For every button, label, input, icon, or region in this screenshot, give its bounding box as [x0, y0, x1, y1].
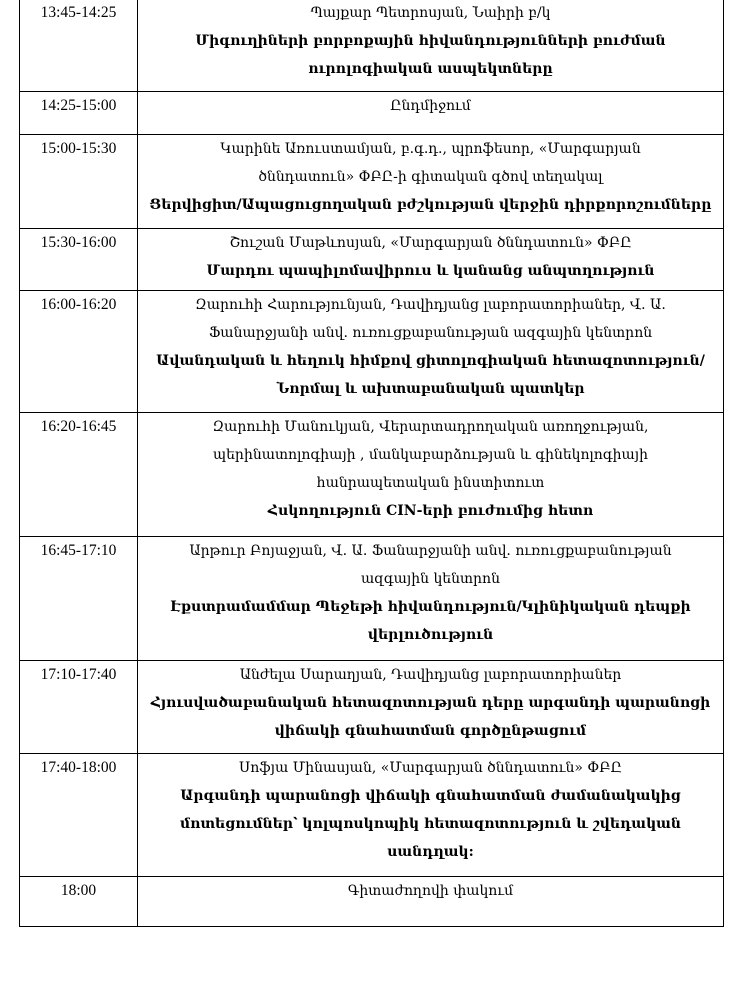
- talk-title-line: Ավանդական և հեղուկ հիմքով ցիտոլոգիական հետազոտություն/: [156, 353, 705, 369]
- program-table: [19, 0, 724, 927]
- time-label: 13:45-14:25: [40, 4, 117, 21]
- time-cell: [20, 413, 138, 537]
- talk-title-line: ուրոլոգիական ասպեկտները: [308, 61, 553, 77]
- time-cell: [20, 229, 138, 291]
- speaker-line: պերինատոլոգիայի , մանկաբարձության և գինեկոլոգիայի: [212, 447, 649, 463]
- time-label: 16:20-16:45: [40, 418, 117, 435]
- speaker-line: Սոֆյա Մինասյան, «Մարգարյան ծննդատուն» ՓԲԸ: [239, 760, 622, 776]
- time-cell: [20, 537, 138, 661]
- speaker-line: հանրապետական ինստիտուտ: [316, 475, 545, 491]
- talk-title-line: Հյուսվածաբանական հետազոտության դերը արգանդի պարանոցի: [150, 695, 711, 711]
- content-cell: [138, 0, 724, 92]
- speaker-line: Անժելա Սարաղյան, Դավիդյանց լաբորատորիաներ: [239, 667, 622, 683]
- table-row: [20, 537, 724, 661]
- table-row: [20, 92, 724, 135]
- content-cell: [138, 413, 724, 537]
- time-cell: [20, 135, 138, 229]
- table-row: [20, 229, 724, 291]
- talk-title-line: վերլուծություն: [367, 627, 494, 643]
- content-cell: [138, 661, 724, 754]
- talk-title-line: Հսկողություն CIN-երի բուժումից հետո: [267, 503, 594, 519]
- speaker-line: Կարինե Առուստամյան, բ.գ.դ., պրոֆեսոր, «Մարգարյան: [220, 141, 641, 157]
- table-row: [20, 291, 724, 413]
- time-label: 16:45-17:10: [40, 542, 117, 559]
- time-cell: [20, 661, 138, 754]
- talk-title-line: Էքստրամամմար Պեջեթի հիվանդություն/Կլինիկական դեպքի: [170, 599, 691, 615]
- talk-title-line: Մարդու պապիլոմավիրուս և կանանց անպտղություն: [206, 263, 655, 279]
- table-row: [20, 661, 724, 754]
- talk-title-line: Միգուղիների բորբոքային հիվանդությունների բուժման: [195, 33, 666, 49]
- talk-title-line: մոտեցումներ՝ կոլպոսկոպիկ հետազոտություն և շվեդական: [180, 816, 681, 832]
- speaker-line: ազգային կենտրոն: [361, 571, 500, 587]
- content-cell: [138, 92, 724, 135]
- talk-title-line: Արգանդի պարանոցի վիճակի գնահատման ժամանակակից: [180, 788, 681, 804]
- speaker-line: Պայքար Պետրոսյան, Նաիրի բ/կ: [310, 5, 551, 21]
- time-label: 15:30-16:00: [40, 234, 117, 251]
- time-label: 15:00-15:30: [40, 140, 117, 157]
- speaker-line: Ընդմիջում: [390, 98, 471, 114]
- content-cell: [138, 291, 724, 413]
- time-label: 14:25-15:00: [40, 97, 117, 114]
- time-label: 17:40-18:00: [40, 759, 117, 776]
- content-cell: [138, 537, 724, 661]
- speaker-line: Արթուր Բոյաջյան, Վ. Ա. Ֆանարջյանի անվ. ուռուցքաբանության: [189, 543, 672, 559]
- time-label: 16:00-16:20: [40, 296, 117, 313]
- table-row: [20, 877, 724, 927]
- speaker-line: Զարուհի Հարությունյան, Դավիդյանց լաբորատորիաներ, Վ. Ա.: [195, 297, 666, 313]
- time-cell: [20, 754, 138, 877]
- speaker-line: Զարուհի Մանուկյան, Վերարտադրողական առողջության,: [212, 419, 649, 435]
- time-label: 18:00: [60, 882, 97, 899]
- time-cell: [20, 0, 138, 92]
- program-sheet: [19, 0, 724, 927]
- time-label: 17:10-17:40: [40, 666, 117, 683]
- time-cell: [20, 877, 138, 927]
- talk-title-line: Նորմալ և ախտաբանական պատկեր: [276, 381, 585, 397]
- table-row: [20, 754, 724, 877]
- talk-title-line: Ցերվիցիտ/Ապացուցողական բժշկության վերջին դիրքորոշումները: [149, 197, 712, 213]
- talk-title-line: սանդղակ:: [387, 844, 474, 860]
- time-cell: [20, 291, 138, 413]
- speaker-line: Գիտաժողովի փակում: [347, 883, 514, 899]
- speaker-line: Ֆանարջյանի անվ. ուռուցքաբանության ազգային կենտրոն: [208, 325, 653, 341]
- content-cell: [138, 135, 724, 229]
- table-row: [20, 413, 724, 537]
- program-table-body: [20, 0, 724, 927]
- talk-title-line: վիճակի գնահատման գործընթացում: [274, 723, 587, 739]
- content-cell: [138, 877, 724, 927]
- table-row: [20, 0, 724, 92]
- content-cell: [138, 229, 724, 291]
- speaker-line: ծննդատուն» ՓԲԸ-ի գիտական գծով տեղակալ: [258, 169, 603, 185]
- content-cell: [138, 754, 724, 877]
- time-cell: [20, 92, 138, 135]
- table-row: [20, 135, 724, 229]
- speaker-line: Շուշան Մաթևոսյան, «Մարգարյան ծննդատուն» ՓԲԸ: [229, 235, 632, 251]
